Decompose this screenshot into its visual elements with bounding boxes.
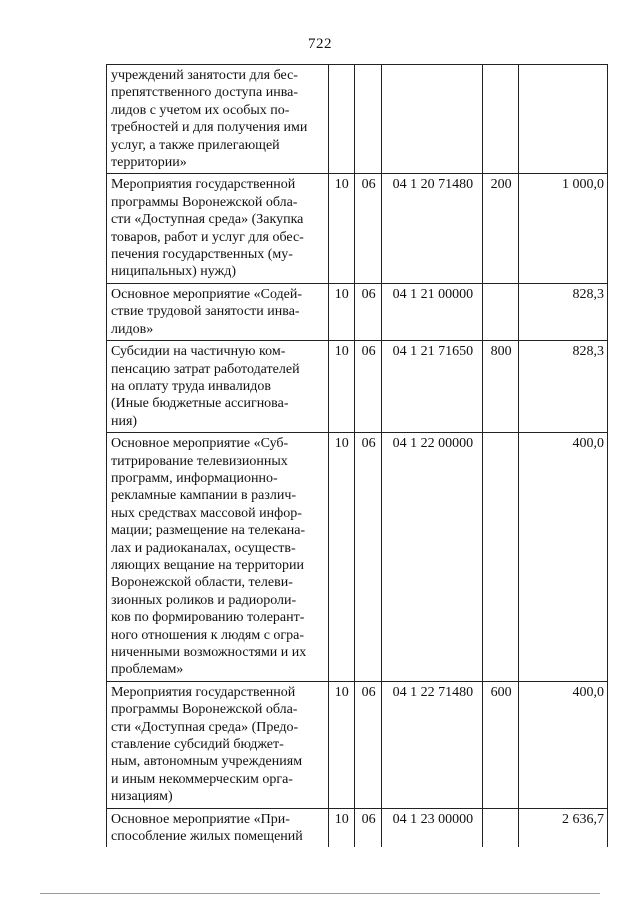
- amount-cell: 2 636,7: [518, 808, 607, 847]
- item-name-line: Мероприятия государственной: [111, 684, 296, 700]
- item-name-line: услуг, а также прилегающей: [111, 137, 280, 153]
- section-code-cell: 10: [328, 174, 354, 283]
- budget-table: [106, 64, 608, 847]
- amount-cell: 1 000,0: [518, 174, 607, 283]
- section-code-cell: 10: [328, 681, 354, 808]
- item-name-line: и иным некоммерческим орга-: [111, 771, 293, 787]
- target-item-code-cell: 04 1 23 00000: [382, 808, 483, 847]
- item-name-cell: [107, 681, 329, 808]
- item-name-line: лидов»: [111, 321, 154, 337]
- section-code-cell: 10: [328, 341, 354, 433]
- page-bottom-divider: [40, 893, 600, 894]
- subsection-code-cell: 06: [354, 341, 381, 433]
- item-name-line: мации; размещение на телекана-: [111, 523, 306, 539]
- item-name-line: товаров, работ и услуг для обес-: [111, 229, 304, 245]
- item-name-line: Мероприятия государственной: [111, 177, 296, 193]
- table-row: [107, 283, 608, 340]
- item-name-line: лах и радиоканалах, осуществ-: [111, 540, 296, 556]
- item-name-line: ляющих вещание на территории: [111, 557, 305, 573]
- table-row: [107, 433, 608, 682]
- target-item-code-cell: 04 1 21 00000: [382, 283, 483, 340]
- page-number: 722: [308, 36, 332, 52]
- amount-cell: 828,3: [518, 283, 607, 340]
- target-item-code-cell: 04 1 20 71480: [382, 174, 483, 283]
- item-name-cell: [107, 433, 329, 682]
- amount-cell: 400,0: [518, 433, 607, 682]
- expense-type-code-cell: [483, 808, 518, 847]
- expense-type-code-cell: [483, 65, 518, 174]
- item-name-line: ния): [111, 413, 138, 429]
- item-name-line: Субсидии на частичную ком-: [111, 344, 286, 360]
- subsection-code-cell: 06: [354, 283, 381, 340]
- item-name-line: ставление субсидий бюджет-: [111, 737, 284, 753]
- table-row: [107, 681, 608, 808]
- subsection-code-cell: 06: [354, 681, 381, 808]
- target-item-code-cell: 04 1 22 00000: [382, 433, 483, 682]
- item-name-line: учреждений занятости для бес-: [111, 68, 298, 83]
- item-name-line: ниченными возможностями и их: [111, 645, 307, 660]
- item-name-line: ного отношения к людям с огра-: [111, 627, 305, 643]
- item-name-cell: [107, 283, 329, 340]
- section-code-cell: 10: [328, 808, 354, 847]
- expense-type-code-cell: [483, 433, 518, 682]
- subsection-code-cell: 06: [354, 808, 381, 847]
- item-name-line: зионных роликов и радиороли-: [111, 592, 297, 608]
- subsection-code-cell: 06: [354, 174, 381, 283]
- table-row: [107, 65, 608, 174]
- item-name-line: требностей и для получения ими: [111, 120, 308, 136]
- item-name-line: способление жилых помещений: [111, 829, 303, 845]
- item-name-line: на оплату труда инвалидов: [111, 378, 271, 394]
- item-name-line: низациям): [111, 789, 173, 805]
- item-name-line: ков по формированию толерант-: [111, 610, 305, 626]
- item-name-cell: [107, 341, 329, 433]
- subsection-code-cell: 06: [354, 433, 381, 682]
- table-row: [107, 341, 608, 433]
- item-name-line: пенсацию затрат работодателей: [111, 361, 300, 377]
- item-name-line: программ, информационно-: [111, 470, 278, 486]
- item-name-cell: [107, 65, 329, 174]
- subsection-code-cell: [354, 65, 381, 174]
- item-name-line: (Иные бюджетные ассигнова-: [111, 396, 289, 412]
- item-name-cell: [107, 174, 329, 283]
- item-name-line: Основное мероприятие «Суб-: [111, 436, 289, 452]
- item-name-line: Основное мероприятие «При-: [111, 811, 290, 827]
- target-item-code-cell: 04 1 22 71480: [382, 681, 483, 808]
- item-name-line: ным, автономным учреждениям: [111, 754, 303, 770]
- section-code-cell: [328, 65, 354, 174]
- table-row: [107, 174, 608, 283]
- item-name-line: печения государственных (му-: [111, 247, 293, 263]
- item-name-line: проблемам»: [111, 662, 184, 678]
- amount-cell: 400,0: [518, 681, 607, 808]
- expense-type-code-cell: [483, 283, 518, 340]
- item-name-cell: [107, 808, 329, 847]
- target-item-code-cell: [382, 65, 483, 174]
- section-code-cell: 10: [328, 433, 354, 682]
- item-name-line: ных средствах массовой инфор-: [111, 505, 302, 521]
- amount-cell: 828,3: [518, 341, 607, 433]
- item-name-line: сти «Доступная среда» (Закупка: [111, 212, 304, 228]
- item-name-line: лидов с учетом их особых по-: [111, 102, 290, 118]
- item-name-line: программы Воронежской обла-: [111, 702, 298, 718]
- amount-cell: [518, 65, 607, 174]
- section-code-cell: 10: [328, 283, 354, 340]
- item-name-line: титрирование телевизионных: [111, 453, 288, 469]
- expense-type-code-cell: 800: [483, 341, 518, 433]
- item-name-line: препятственного доступа инва-: [111, 85, 298, 101]
- item-name-line: Основное мероприятие «Содей-: [111, 286, 303, 302]
- expense-type-code-cell: 200: [483, 174, 518, 283]
- item-name-line: ниципальных) нужд): [111, 264, 236, 280]
- budget-table-body: [107, 65, 608, 848]
- item-name-line: территории»: [111, 155, 187, 171]
- item-name-line: ствие трудовой занятости инва-: [111, 304, 300, 320]
- table-row: [107, 808, 608, 847]
- item-name-line: рекламные кампании в различ-: [111, 488, 297, 504]
- item-name-line: Воронежской области, телеви-: [111, 575, 293, 591]
- expense-type-code-cell: 600: [483, 681, 518, 808]
- item-name-line: сти «Доступная среда» (Предо-: [111, 719, 299, 735]
- target-item-code-cell: 04 1 21 71650: [382, 341, 483, 433]
- item-name-line: программы Воронежской обла-: [111, 194, 298, 210]
